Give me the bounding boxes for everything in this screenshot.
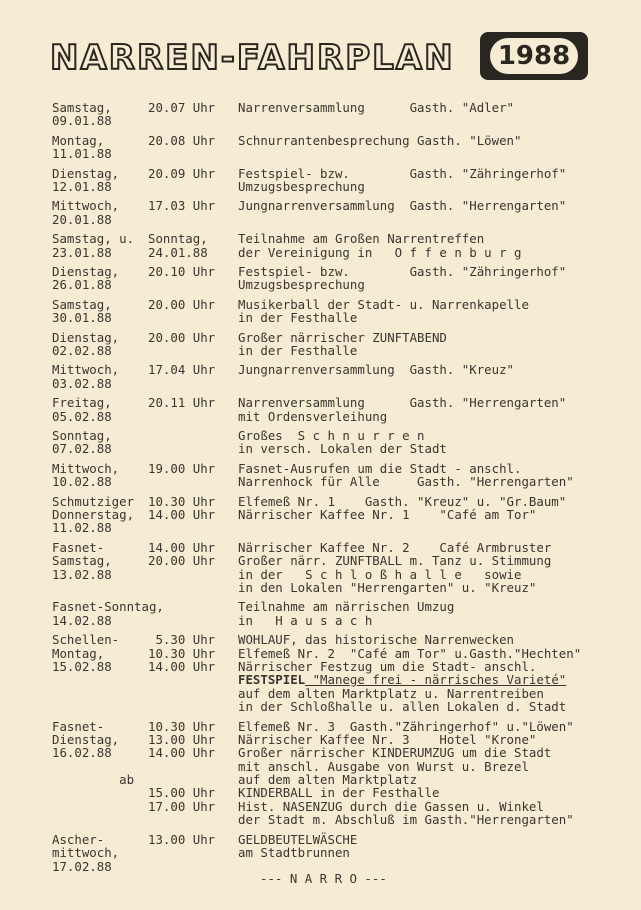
- entry-description-column: [238, 720, 618, 827]
- schedule-entry: [52, 167, 612, 194]
- entry-time: 20.08 Uhr: [148, 132, 216, 148]
- entry-description: Großes S c h n u r r e n: [238, 427, 425, 443]
- entry-day: 30.01.88: [52, 310, 112, 326]
- year-label: 1988: [490, 38, 578, 74]
- entry-description: Jungnarrenversammlung Gasth. "Herrengarten": [238, 198, 567, 214]
- entry-day: Dienstag,: [52, 263, 120, 279]
- entry-description: Teilnahme am Großen Narrentreffen: [238, 231, 485, 247]
- entry-description-column: [238, 199, 618, 212]
- entry-description: Närrischer Kaffee Nr. 2 Café Armbruster: [238, 539, 552, 555]
- schedule-entry: [52, 265, 612, 292]
- entry-time-column: [148, 265, 238, 278]
- entry-description: Umzugsbesprechung: [238, 178, 365, 194]
- schedule-entry: [52, 232, 612, 259]
- entry-description: in versch. Lokalen der Stadt: [238, 441, 447, 457]
- entry-day-column: [52, 429, 148, 456]
- entry-time-column: [148, 134, 238, 147]
- entry-time: 20.00 Uhr: [148, 296, 216, 312]
- entry-time: Sonntag,: [148, 231, 208, 247]
- schedule-entry: [52, 134, 612, 161]
- entry-description: Elfemeß Nr. 3 Gasth."Zähringerhof" u."Löwen": [238, 718, 574, 734]
- entry-description: Musikerball der Stadt- u. Narrenkapelle: [238, 296, 529, 312]
- entry-description-column: [238, 495, 618, 522]
- entry-description-column: [238, 633, 618, 713]
- entry-time: 19.00 Uhr: [148, 460, 216, 476]
- schedule-entry: [52, 298, 612, 325]
- entry-description: Jungnarrenversammlung Gasth. "Kreuz": [238, 362, 515, 378]
- entry-time: 15.00 Uhr: [148, 785, 216, 801]
- entry-description: FESTSPIEL "Manege frei - närrisches Varieté": [238, 672, 567, 688]
- entry-time: 13.00 Uhr: [148, 831, 216, 847]
- entry-time-column: [148, 633, 238, 673]
- entry-day-column: [52, 541, 148, 581]
- entry-description: Großer närrischer ZUNFTABEND: [238, 329, 447, 345]
- schedule-entry: [52, 495, 612, 535]
- entry-description: der Stadt m. Abschluß im Gasth."Herrengarten": [238, 812, 574, 828]
- entry-day: 02.02.88: [52, 342, 112, 358]
- entry-day: 10.02.88: [52, 474, 112, 490]
- entry-day: Dienstag,: [52, 165, 120, 181]
- entry-day-column: [52, 232, 148, 259]
- entry-time: [148, 760, 238, 773]
- entry-time: 20.00 Uhr: [148, 553, 216, 569]
- entry-day: Montag,: [52, 132, 105, 148]
- entry-day-column: [52, 396, 148, 423]
- entry-description-column: [238, 462, 618, 489]
- entry-day-column: [52, 298, 148, 325]
- entry-description: mit Ordensverleihung: [238, 408, 388, 424]
- entry-description: auf dem alten Marktplatz u. Narrentreiben: [238, 685, 544, 701]
- entry-description: auf dem alten Marktplatz: [238, 772, 418, 788]
- entry-day: Donnerstag,: [52, 506, 135, 522]
- entry-time: 14.00 Uhr: [148, 658, 216, 674]
- entry-description-column: [238, 541, 618, 595]
- entry-time-column: [148, 167, 238, 180]
- year-badge: [480, 32, 588, 80]
- entry-day: Montag,: [52, 645, 105, 661]
- entry-description: Festspiel- bzw. Gasth. "Zähringerhof": [238, 263, 567, 279]
- entry-day: Mittwoch,: [52, 460, 120, 476]
- entry-day-column: [52, 720, 148, 800]
- entry-description: am Stadtbrunnen: [238, 845, 350, 861]
- entry-day: 14.02.88: [52, 612, 112, 628]
- entry-day: 05.02.88: [52, 408, 112, 424]
- entry-day: 09.01.88: [52, 113, 112, 129]
- entry-day: 13.02.88: [52, 566, 112, 582]
- entry-day: Dienstag,: [52, 731, 120, 747]
- entry-time: 13.00 Uhr: [148, 731, 216, 747]
- entry-day: Samstag,: [52, 100, 112, 115]
- entry-description: Narrenversammlung Gasth. "Adler": [238, 100, 515, 115]
- entry-time: 17.00 Uhr: [148, 798, 216, 814]
- entry-day-column: [52, 134, 148, 161]
- entry-description: Närrischer Kaffee Nr. 1 "Café am Tor": [238, 506, 537, 522]
- entry-day: 26.01.88: [52, 277, 112, 293]
- entry-description: Elfemeß Nr. 1 Gasth. "Kreuz" u. "Gr.Baum": [238, 493, 567, 509]
- entry-time-column: [148, 541, 238, 568]
- entry-description: Schnurrantenbesprechung Gasth. "Löwen": [238, 132, 522, 148]
- entry-time-column: [148, 199, 238, 212]
- entry-description: Großer närrischer KINDERUMZUG um die Stadt: [238, 745, 552, 761]
- entry-day: Fasnet-: [52, 718, 105, 734]
- schedule-entry: [52, 633, 612, 713]
- entry-description: WOHLAUF, das historische Narrenwecken: [238, 632, 515, 648]
- entry-time: 10.30 Uhr: [148, 493, 216, 509]
- entry-description: Festspiel- bzw. Gasth. "Zähringerhof": [238, 165, 567, 181]
- entry-time: 10.30 Uhr: [148, 718, 216, 734]
- schedule-entry: [52, 429, 612, 456]
- entry-description: KINDERBALL in der Festhalle: [238, 785, 440, 801]
- entry-time-column: [148, 720, 238, 814]
- entry-description-column: [238, 331, 618, 358]
- entry-time: 20.09 Uhr: [148, 165, 216, 181]
- schedule-entry: [52, 833, 612, 873]
- entry-day: [52, 786, 148, 799]
- entry-description: in der Festhalle: [238, 310, 358, 326]
- entry-day: [52, 760, 148, 773]
- entry-description: Großer närr. ZUNFTBALL m. Tanz u. Stimmung: [238, 553, 552, 569]
- entry-description: in der Festhalle: [238, 342, 358, 358]
- entry-day: 11.01.88: [52, 146, 112, 162]
- entry-description: Närrischer Festzug um die Stadt- anschl.: [238, 658, 537, 674]
- entry-time: 14.00 Uhr: [148, 745, 216, 761]
- entry-day-column: [52, 363, 148, 390]
- entry-time: 14.00 Uhr: [148, 506, 216, 522]
- entry-day-column: [52, 633, 148, 673]
- entry-day: Mittwoch,: [52, 362, 120, 378]
- entry-description: der Vereinigung in O f f e n b u r g: [238, 244, 522, 260]
- entry-description-column: [238, 265, 618, 292]
- schedule-entry: [52, 541, 612, 595]
- page-title: NARREN-FAHRPLAN: [50, 38, 455, 78]
- entry-description-column: [238, 134, 618, 147]
- schedule-entry: [52, 396, 612, 423]
- entry-description: in den Lokalen "Herrengarten" u. "Kreuz": [238, 579, 537, 595]
- entry-day: 07.02.88: [52, 441, 112, 457]
- schedule-entry: [52, 462, 612, 489]
- entry-day: Dienstag,: [52, 329, 120, 345]
- schedule-entry: [52, 363, 612, 390]
- entry-time: [148, 773, 238, 786]
- entry-day: 16.02.88: [52, 745, 112, 761]
- entry-day: 15.02.88: [52, 658, 112, 674]
- entry-day: 03.02.88: [52, 375, 112, 391]
- entry-day-column: [52, 167, 148, 194]
- entry-day-column: [52, 101, 148, 128]
- entry-description: Elfemeß Nr. 2 "Café am Tor" u.Gasth."Hechten": [238, 645, 582, 661]
- entry-description: Hist. NASENZUG durch die Gassen u. Winkel: [238, 798, 544, 814]
- entry-description: Umzugsbesprechung: [238, 277, 365, 293]
- schedule-list: [52, 101, 612, 879]
- entry-day: mittwoch,: [52, 845, 120, 861]
- entry-description: Teilnahme am närrischen Umzug: [238, 599, 455, 615]
- entry-day-column: [52, 599, 164, 628]
- entry-time-column: [148, 396, 238, 409]
- entry-day: Mittwoch,: [52, 198, 120, 214]
- entry-description: in der S c h l o ß h a l l e sowie: [238, 566, 522, 582]
- entry-day: 20.01.88: [52, 211, 112, 227]
- entry-day: Samstag,: [52, 296, 112, 312]
- entry-day-column: [52, 265, 148, 292]
- entry-day: Sonntag,: [52, 427, 112, 443]
- entry-time: 20.10 Uhr: [148, 263, 216, 279]
- entry-time: 14.00 Uhr: [148, 539, 216, 555]
- entry-time-column: [148, 331, 238, 344]
- entry-day: 17.02.88: [52, 858, 112, 874]
- entry-description: Narrenversammlung Gasth. "Herrengarten": [238, 395, 567, 411]
- entry-time: 10.30 Uhr: [148, 645, 216, 661]
- entry-time-column: [148, 363, 238, 376]
- entry-time: 20.00 Uhr: [148, 329, 216, 345]
- entry-description: Närrischer Kaffee Nr. 3 Hotel "Krone": [238, 731, 537, 747]
- entry-time: 5.30 Uhr: [148, 632, 216, 648]
- entry-description: GELDBEUTELWÄSCHE: [238, 831, 358, 847]
- entry-time-column: [148, 232, 238, 259]
- entry-day: Schmutziger: [52, 493, 135, 509]
- schedule-entry: [52, 331, 612, 358]
- entry-description: Fasnet-Ausrufen um die Stadt - anschl.: [238, 460, 522, 476]
- entry-description-column: [238, 833, 618, 860]
- entry-time: 24.01.88: [148, 244, 208, 260]
- schedule-entry: [52, 720, 612, 827]
- entry-day: Samstag,: [52, 553, 112, 569]
- entry-day-column: [52, 833, 148, 873]
- entry-day: 23.01.88: [52, 244, 112, 260]
- entry-day: 11.02.88: [52, 520, 112, 536]
- entry-day: Samstag, u.: [52, 231, 135, 247]
- entry-description-column: [238, 232, 618, 259]
- entry-description-column: [238, 101, 618, 114]
- entry-description-column: [238, 600, 618, 627]
- entry-description: mit anschl. Ausgabe von Wurst u. Brezel: [238, 758, 529, 774]
- schedule-entry: [52, 199, 612, 226]
- entry-description-column: [238, 298, 618, 325]
- entry-time: 20.11 Uhr: [148, 395, 216, 411]
- entry-day: Freitag,: [52, 395, 112, 411]
- entry-time: 17.03 Uhr: [148, 198, 216, 214]
- entry-time-column: [148, 833, 238, 846]
- entry-day-column: [52, 462, 148, 489]
- entry-description: in H a u s a c h: [238, 612, 373, 628]
- entry-description: in der Schloßhalle u. allen Lokalen d. Stadt: [238, 699, 567, 715]
- entry-day: Fasnet-Sonntag,: [52, 599, 164, 615]
- entry-time-column: [148, 495, 238, 522]
- entry-day: Ascher-: [52, 831, 105, 847]
- entry-time: 17.04 Uhr: [148, 362, 216, 378]
- entry-time-column: [148, 298, 238, 311]
- entry-day: 12.01.88: [52, 178, 112, 194]
- entry-day: Schellen-: [52, 632, 120, 648]
- entry-description-column: [238, 429, 618, 456]
- entry-description-column: [238, 167, 618, 194]
- schedule-entry: [52, 600, 612, 627]
- entry-day: ab: [52, 772, 135, 788]
- entry-description-column: [238, 363, 618, 376]
- entry-day-column: [52, 331, 148, 358]
- entry-time: 20.07 Uhr: [148, 100, 216, 115]
- entry-day: Fasnet-: [52, 539, 105, 555]
- footer-signature: --- N A R R O ---: [260, 871, 387, 886]
- entry-time-column: [148, 462, 238, 475]
- schedule-entry: [52, 101, 612, 128]
- entry-day-column: [52, 495, 148, 535]
- entry-day-column: [52, 199, 148, 226]
- entry-description: Narrenhock für Alle Gasth. "Herrengarten": [238, 474, 574, 490]
- entry-time-column: [148, 101, 238, 114]
- entry-description-column: [238, 396, 618, 423]
